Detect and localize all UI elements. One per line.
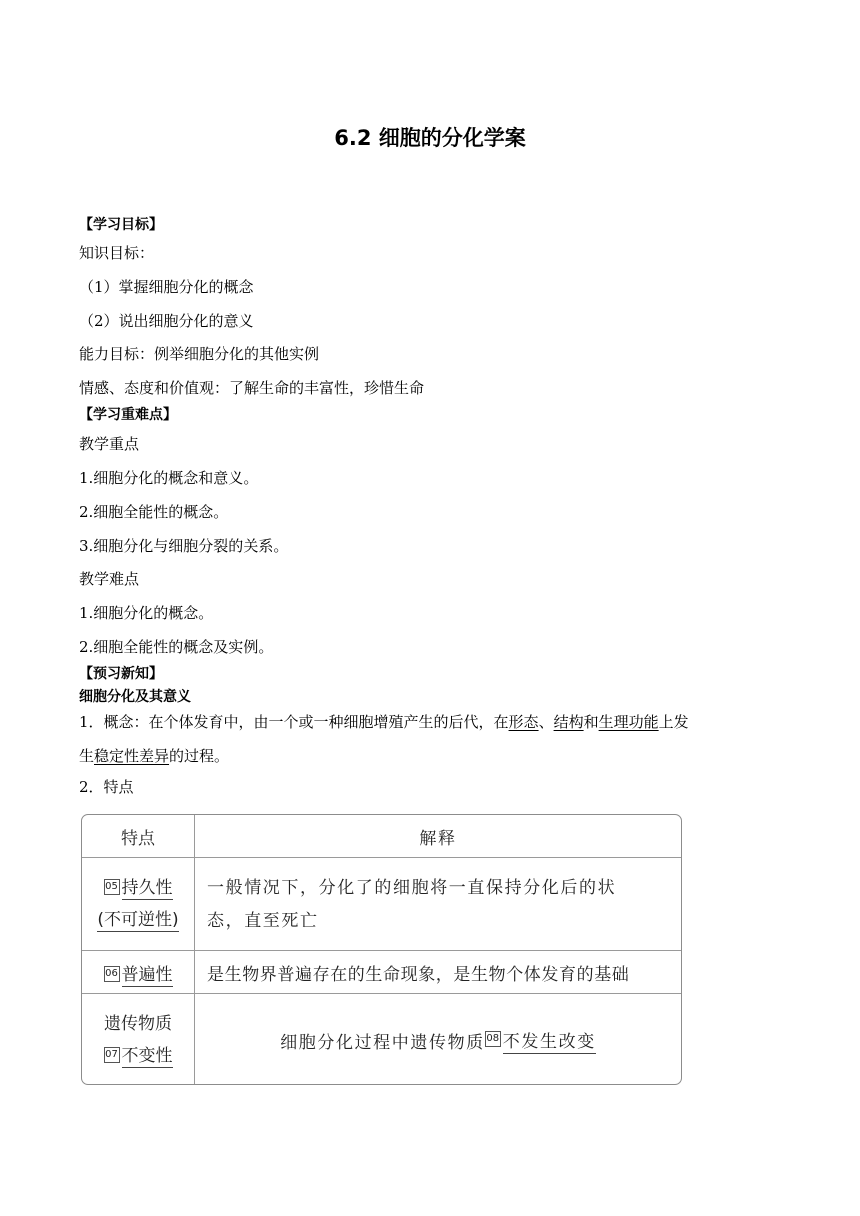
explanation-text: 是生物界普遍存在的生命现象，是生物个体发育的基础 [207,964,630,985]
term-function: 生理功能 [598,713,659,731]
header-feature: 特点 [82,815,195,857]
number-badge: 08 [485,1031,501,1047]
header-explanation: 解释 [419,828,457,849]
table-row [82,950,681,993]
difficulty-1: 1.细胞分化的概念。 [79,604,214,622]
key-point-3: 3.细胞分化与细胞分裂的关系。 [79,537,289,555]
term-structure: 结构 [553,713,584,731]
feature-name-sub: (不可逆性) [97,910,179,930]
concept-paragraph: 1．概念：在个体发育中，由一个或一种细胞增殖产生的后代，在形态、结构和生理功能上发 生稳定性差异的过程。 [79,713,689,765]
features-label: 2．特点 [79,778,134,796]
difficulty-2: 2.细胞全能性的概念及实例。 [79,638,274,656]
feature-name: 持久性 [121,878,173,898]
knowledge-goal-1: （1）掌握细胞分化的概念 [79,278,254,296]
preview-heading: 【预习新知】 [79,666,163,682]
table-header-row [82,815,681,857]
table-row [82,857,681,950]
page-title: 6.2 细胞的分化学案 [334,126,526,150]
explanation-text: 细胞分化过程中遗传物质 [280,1032,485,1053]
feature-name: 不变性 [121,1046,173,1066]
feature-label: 遗传物质 [104,1014,172,1034]
number-badge: 06 [104,966,120,982]
term-shape: 形态 [508,713,539,731]
key-heading: 【学习重难点】 [79,407,177,423]
term-stable-difference: 稳定性差异 [94,747,170,765]
sub-heading: 细胞分化及其意义 [79,689,191,705]
number-badge: 07 [104,1047,120,1063]
knowledge-label: 知识目标： [79,244,155,262]
knowledge-goal-2: （2）说出细胞分化的意义 [79,312,254,330]
explanation-text-2: 态，直至死亡 [207,911,319,931]
explanation-underlined: 不发生改变 [503,1027,596,1054]
key-label: 教学重点 [79,435,140,453]
ability-goal: 能力目标：例举细胞分化的其他实例 [79,345,320,363]
key-point-1: 1.细胞分化的概念和意义。 [79,469,259,487]
feature-name: 普遍性 [121,964,173,985]
table-row [82,993,681,1085]
emotion-goal: 情感、态度和价值观：了解生命的丰富性，珍惜生命 [79,379,425,397]
explanation-text: 一般情况下，分化了的细胞将一直保持分化后的状 [207,878,617,898]
key-point-2: 2.细胞全能性的概念。 [79,503,229,521]
number-badge: 05 [104,879,120,895]
goals-heading: 【学习目标】 [79,217,163,233]
features-table [81,814,682,1085]
difficulty-label: 教学难点 [79,570,140,588]
